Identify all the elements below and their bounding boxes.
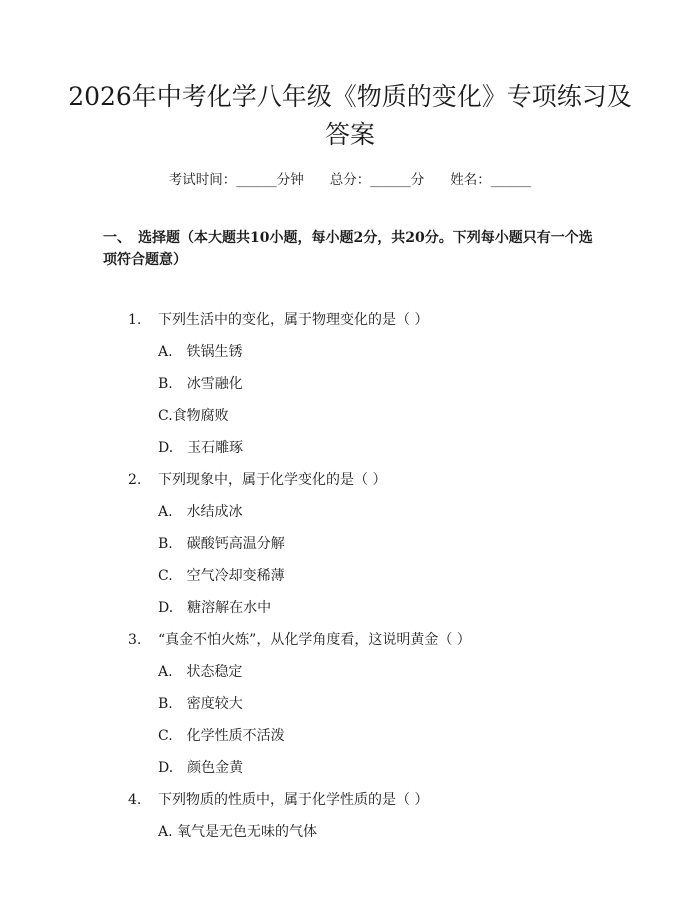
page-title: 2026年中考化学八年级《物质的变化》专项练习及答案 [68, 82, 632, 149]
question-number: 3. [128, 632, 142, 648]
question-3-option-b: B. 密度较大 [158, 696, 243, 712]
question-4-option-a: A. 氧气是无色无味的气体 [158, 824, 318, 840]
question-1-option-a: A. 铁锅生锈 [158, 344, 243, 360]
question-number: 1. [128, 312, 142, 328]
question-3-option-d: D. 颜色金黄 [158, 760, 244, 776]
question-3-option-c: C. 化学性质不活泼 [158, 728, 285, 744]
question-3-option-a: A. 状态稳定 [158, 664, 243, 680]
section-heading: 一、 选择题（本大题共10小题，每小题2分，共20分。下列每小题只有一个选项符合题意） [103, 230, 593, 268]
question-1-option-d: D. 玉石雕琢 [158, 440, 244, 456]
student-name-field: 姓名：______ [450, 172, 532, 188]
question-2-option-b: B. 碳酸钙高温分解 [158, 536, 285, 552]
exam-time-field: 考试时间：______分钟 [168, 172, 304, 188]
question-1-stem [128, 309, 428, 329]
question-2-option-a: A. 水结成冰 [158, 504, 243, 520]
question-text: 下列现象中，属于化学变化的是（ ） [158, 472, 387, 488]
total-score-field: 总分：______分 [329, 172, 425, 188]
question-number: 2. [128, 472, 142, 488]
question-2-stem [128, 469, 386, 489]
exam-meta-line [0, 168, 700, 188]
question-text: 下列生活中的变化，属于物理变化的是（ ） [158, 312, 429, 328]
question-number: 4. [128, 792, 142, 808]
question-2-option-c: C. 空气冷却变稀薄 [158, 568, 285, 584]
question-2-option-d: D. 糖溶解在水中 [158, 600, 272, 616]
question-text: “真金不怕火炼”，从化学角度看，这说明黄金（ ） [158, 632, 471, 648]
question-3-stem [128, 629, 471, 649]
question-text: 下列物质的性质中，属于化学性质的是（ ） [158, 792, 429, 808]
question-1-option-c: C.食物腐败 [158, 408, 229, 424]
question-1-option-b: B. 冰雪融化 [158, 376, 243, 392]
question-4-stem [128, 789, 428, 809]
